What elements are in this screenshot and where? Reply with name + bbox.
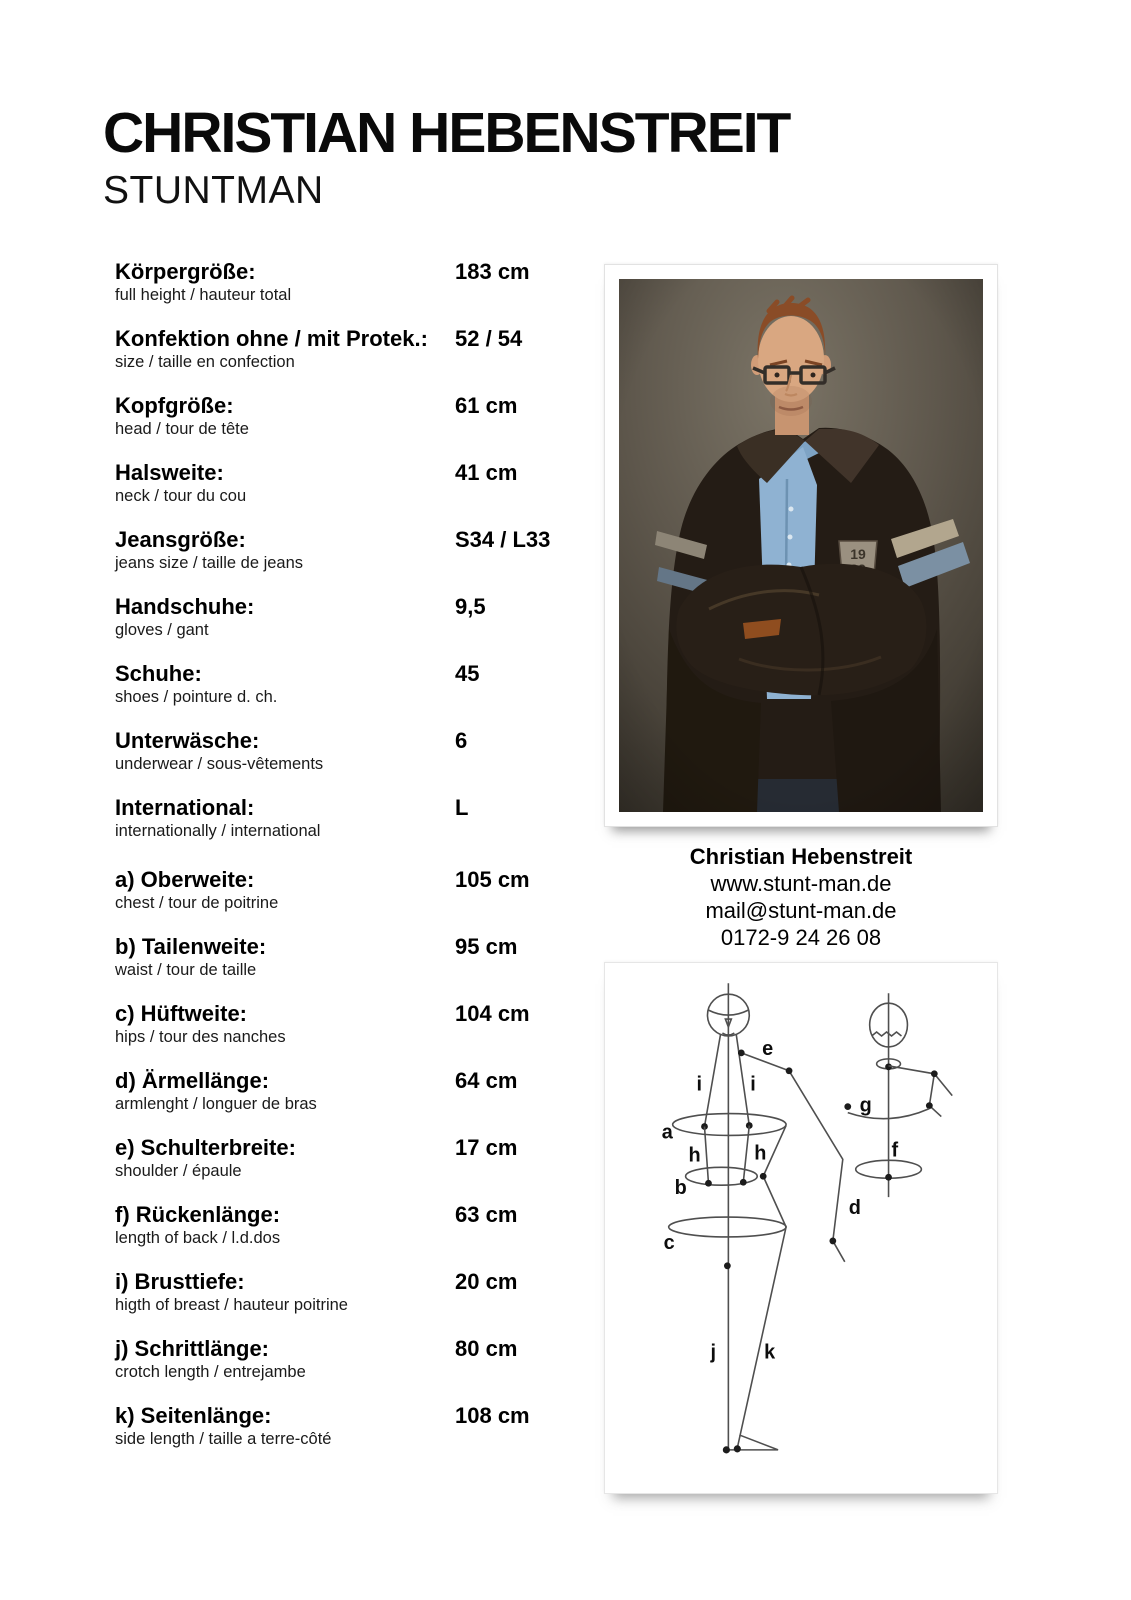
measurement-label: d) Ärmellänge: <box>115 1068 270 1093</box>
contact-email: mail@stunt-man.de <box>705 898 897 923</box>
measurement-value: 104 cm <box>455 1001 530 1026</box>
measurement-row <box>115 1000 590 1048</box>
diagram-label-h-left: h <box>688 1144 701 1167</box>
measurement-row <box>115 794 590 842</box>
measurement-label: Konfektion ohne / mit Protek.: <box>115 326 428 351</box>
measurement-translation: gloves / gant <box>115 621 209 639</box>
measurement-row <box>115 933 590 981</box>
diagram-label-j: j <box>710 1341 716 1364</box>
diagram-label-h-right: h <box>754 1142 767 1165</box>
measurement-label: Halsweite: <box>115 460 224 485</box>
measurement-label: c) Hüftweite: <box>115 1001 247 1026</box>
contact-name: Christian Hebenstreit <box>689 844 913 869</box>
measurement-translation: higth of breast / hauteur poitrine <box>115 1296 348 1314</box>
diagram-label-k: k <box>764 1341 776 1364</box>
measurement-row <box>115 258 590 306</box>
measurement-row <box>115 866 590 914</box>
measurement-diagram-figure <box>605 963 997 1493</box>
measurement-translation: side length / taille a terre-côté <box>115 1430 332 1448</box>
measurement-value: S34 / L33 <box>455 527 551 552</box>
measurement-value: 63 cm <box>455 1202 518 1227</box>
measurement-translation: crotch length / entrejambe <box>115 1363 306 1381</box>
measurement-row <box>115 526 590 574</box>
measurement-value: 95 cm <box>455 934 518 959</box>
measurement-label: Körpergröße: <box>115 259 256 284</box>
header <box>103 101 790 213</box>
measurement-translation: underwear / sous-vêtements <box>115 755 324 773</box>
measurement-translation: armlenght / longuer de bras <box>115 1095 317 1113</box>
measurement-translation: full height / hauteur total <box>115 286 292 304</box>
measurement-row <box>115 1268 590 1316</box>
measurement-label: Schuhe: <box>115 661 202 686</box>
measurement-label: j) Schrittlänge: <box>115 1336 270 1361</box>
measurement-value: 183 cm <box>455 259 530 284</box>
measurement-translation: internationally / international <box>115 822 321 840</box>
measurement-row <box>115 593 590 641</box>
measurement-value: 108 cm <box>455 1403 530 1428</box>
measurement-label: Unterwäsche: <box>115 728 260 753</box>
measurement-label: e) Schulterbreite: <box>115 1135 296 1160</box>
measurement-diagram <box>604 962 998 1494</box>
page-title: CHRISTIAN HEBENSTREIT <box>103 101 790 165</box>
measurement-value: 41 cm <box>455 460 518 485</box>
measurement-label: i) Brusttiefe: <box>115 1269 245 1294</box>
measurement-translation: neck / tour du cou <box>115 487 247 505</box>
measurement-translation: jeans size / taille de jeans <box>115 554 304 572</box>
measurement-value: 9,5 <box>455 594 486 619</box>
measurement-translation: hips / tour des nanches <box>115 1028 286 1046</box>
diagram-label-d: d <box>848 1197 861 1220</box>
measurement-translation: chest / tour de poitrine <box>115 894 279 912</box>
measurement-label: International: <box>115 795 255 820</box>
measurement-row <box>115 459 590 507</box>
measurement-label: Jeansgröße: <box>115 527 246 552</box>
measurement-value: 80 cm <box>455 1336 518 1361</box>
measurement-translation: shoulder / épaule <box>115 1162 242 1180</box>
measurement-label: Handschuhe: <box>115 594 255 619</box>
diagram-label-g: g <box>859 1094 872 1117</box>
measurement-label: f) Rückenlänge: <box>115 1202 281 1227</box>
measurement-row <box>115 1134 590 1182</box>
page-subtitle: STUNTMAN <box>103 168 324 212</box>
measurement-value: 20 cm <box>455 1269 518 1294</box>
measurement-translation: shoes / pointure d. ch. <box>115 688 278 706</box>
measurement-row <box>115 392 590 440</box>
measurement-row <box>115 727 590 775</box>
contact-block <box>604 843 998 951</box>
diagram-label-e: e <box>762 1037 774 1060</box>
measurement-row <box>115 1067 590 1115</box>
portrait-photo-frame <box>604 264 998 827</box>
measurement-value: 61 cm <box>455 393 518 418</box>
diagram-label-i-left: i <box>696 1073 703 1096</box>
measurement-value: 45 <box>455 661 480 686</box>
measurement-value: 105 cm <box>455 867 530 892</box>
measurement-row <box>115 660 590 708</box>
measurement-row <box>115 325 590 373</box>
measurement-value: 52 / 54 <box>455 326 523 351</box>
measurement-value: L <box>455 795 469 820</box>
diagram-label-a: a <box>661 1121 673 1144</box>
measurement-label: a) Oberweite: <box>115 867 255 892</box>
measurement-translation: head / tour de tête <box>115 420 249 438</box>
diagram-label-i-right: i <box>750 1073 756 1096</box>
portrait-photo-image <box>619 279 983 812</box>
diagram-label-c: c <box>663 1231 675 1254</box>
measurement-label: Kopfgröße: <box>115 393 234 418</box>
measurement-translation: length of back / l.d.dos <box>115 1229 281 1247</box>
measurement-label: k) Seitenlänge: <box>115 1403 272 1428</box>
diagram-label-b: b <box>674 1177 687 1200</box>
measurement-value: 6 <box>455 728 468 753</box>
measurement-row <box>115 1201 590 1249</box>
measurement-value: 17 cm <box>455 1135 518 1160</box>
measurements-list <box>115 258 590 1469</box>
contact-website: www.stunt-man.de <box>710 871 892 896</box>
measurement-label: b) Tailenweite: <box>115 934 267 959</box>
measurement-row <box>115 1402 590 1450</box>
diagram-label-f: f <box>891 1139 899 1162</box>
measurement-translation: waist / tour de taille <box>115 961 257 979</box>
measurement-row <box>115 1335 590 1383</box>
measurement-translation: size / taille en confection <box>115 353 295 371</box>
contact-phone: 0172-9 24 26 08 <box>720 925 882 950</box>
measurement-value: 64 cm <box>455 1068 518 1093</box>
